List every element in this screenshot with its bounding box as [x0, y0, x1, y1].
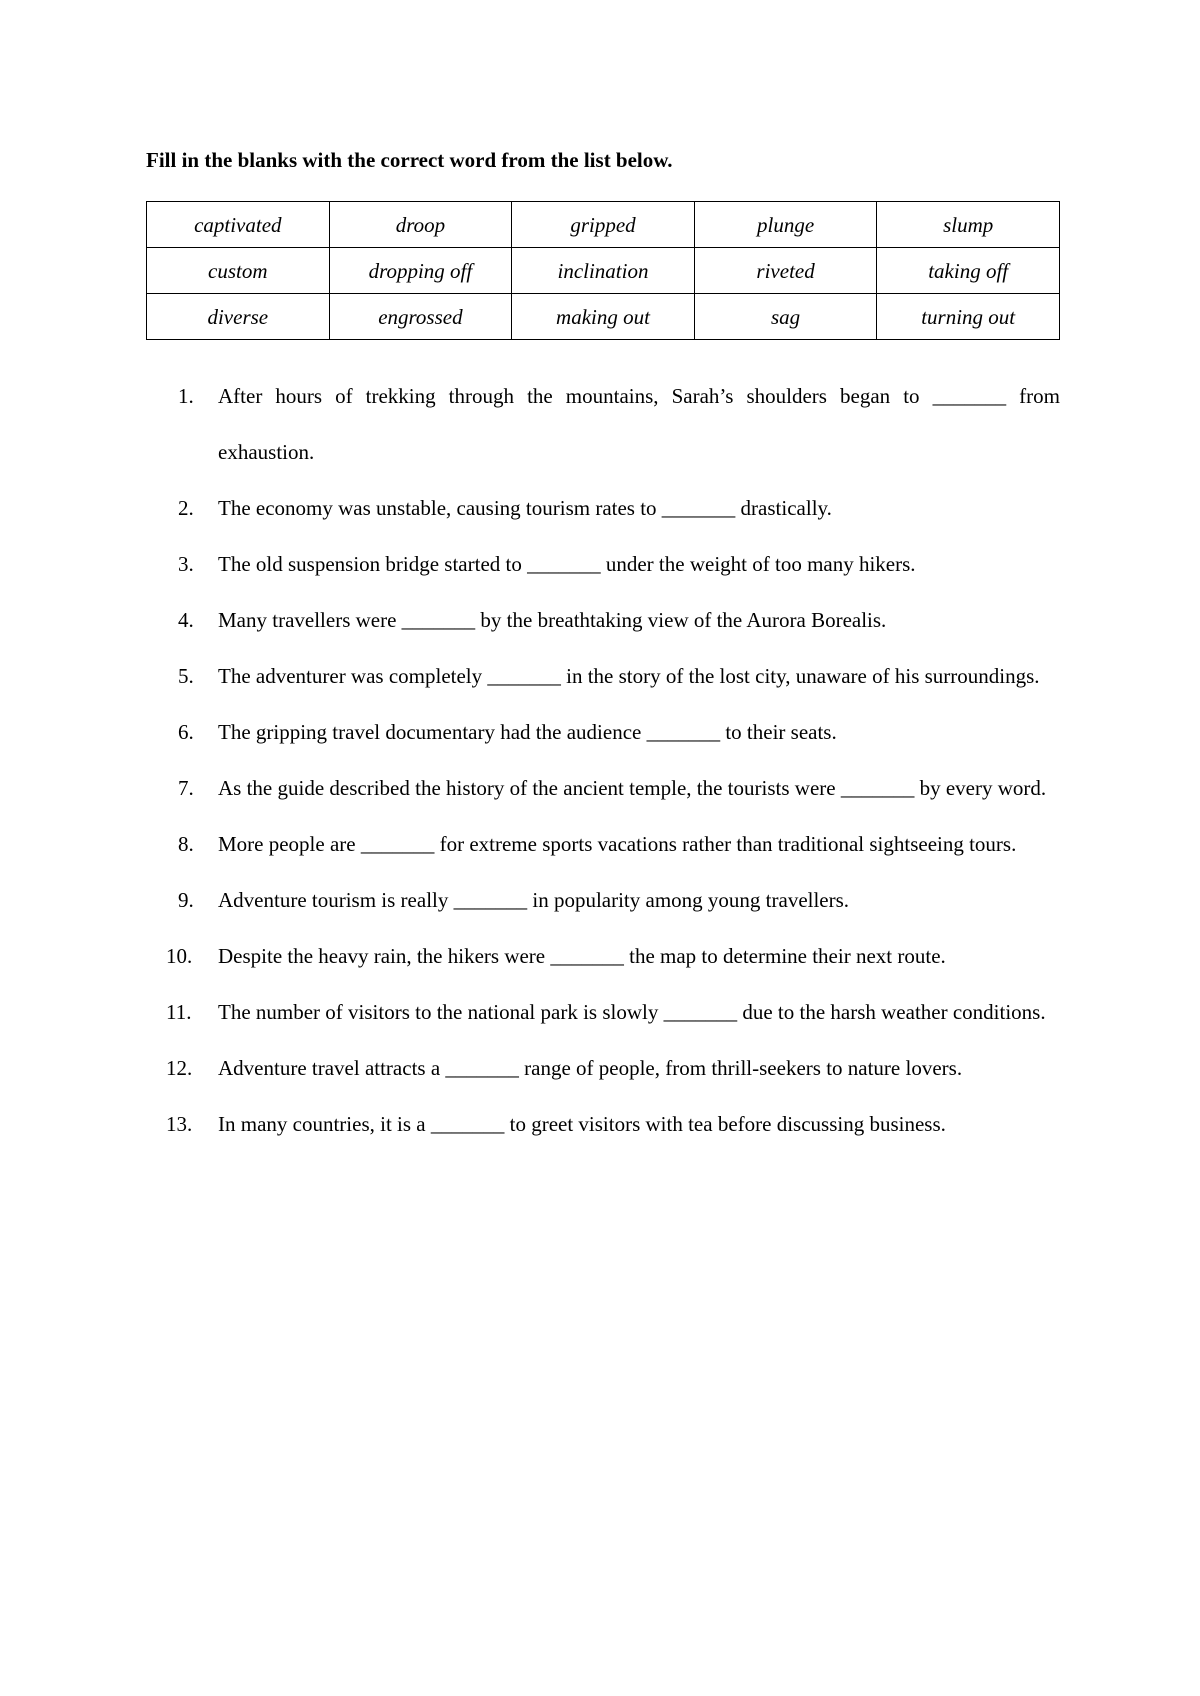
question-number: 7. — [178, 776, 194, 800]
word-bank-cell: riveted — [694, 248, 877, 294]
question-item — [146, 480, 1060, 536]
word-bank-cell: slump — [877, 202, 1060, 248]
word-bank-cell: turning out — [877, 294, 1060, 340]
word-bank-row — [147, 294, 1060, 340]
question-text: The economy was unstable, causing tourism rates to _______ drastically. — [218, 496, 832, 520]
question-number: 5. — [178, 664, 194, 688]
question-text: Despite the heavy rain, the hikers were _______ the map to determine their next route. — [218, 944, 946, 968]
question-list — [146, 368, 1060, 1152]
question-number: 1. — [178, 384, 194, 408]
instructions-heading: Fill in the blanks with the correct word from the list below. — [146, 148, 673, 172]
word-bank-cell: engrossed — [329, 294, 512, 340]
word-bank-cell: droop — [329, 202, 512, 248]
word-bank-row — [147, 202, 1060, 248]
question-item — [146, 536, 1060, 592]
question-number: 13. — [166, 1112, 193, 1136]
question-number: 12. — [166, 1056, 193, 1080]
word-bank-cell: making out — [512, 294, 695, 340]
question-text: More people are _______ for extreme sports vacations rather than traditional sightseeing tours. — [218, 832, 1017, 856]
question-item — [146, 872, 1060, 928]
question-text: The number of visitors to the national park is slowly _______ due to the harsh weather conditions. — [218, 1000, 1046, 1024]
question-text: Adventure travel attracts a _______ range of people, from thrill-seekers to nature lovers. — [218, 1056, 963, 1080]
question-item — [146, 368, 1060, 480]
word-bank-cell: dropping off — [329, 248, 512, 294]
question-item — [146, 984, 1060, 1040]
question-text: After hours of trekking through the mountains, Sarah’s shoulders began to _______ from exhaustion. — [218, 384, 1060, 464]
question-number: 6. — [178, 720, 194, 744]
question-number: 8. — [178, 832, 194, 856]
question-text: Many travellers were _______ by the breathtaking view of the Aurora Borealis. — [218, 608, 887, 632]
word-bank-cell: gripped — [512, 202, 695, 248]
word-bank-row — [147, 248, 1060, 294]
question-item — [146, 1096, 1060, 1152]
word-bank-table — [146, 201, 1060, 340]
question-item — [146, 760, 1060, 816]
question-number: 11. — [166, 1000, 192, 1024]
question-item — [146, 592, 1060, 648]
question-number: 3. — [178, 552, 194, 576]
question-item — [146, 1040, 1060, 1096]
word-bank-cell: captivated — [147, 202, 330, 248]
question-text: In many countries, it is a _______ to greet visitors with tea before discussing business. — [218, 1112, 946, 1136]
word-bank-cell: sag — [694, 294, 877, 340]
question-text: As the guide described the history of the ancient temple, the tourists were _______ by every word. — [218, 776, 1047, 800]
question-text: The old suspension bridge started to _______ under the weight of too many hikers. — [218, 552, 916, 576]
question-text: Adventure tourism is really _______ in popularity among young travellers. — [218, 888, 850, 912]
question-item — [146, 928, 1060, 984]
question-item — [146, 704, 1060, 760]
word-bank-cell: inclination — [512, 248, 695, 294]
question-number: 10. — [166, 944, 193, 968]
word-bank-cell: plunge — [694, 202, 877, 248]
word-bank-cell: custom — [147, 248, 330, 294]
question-item — [146, 648, 1060, 704]
question-number: 2. — [178, 496, 194, 520]
word-bank-cell: diverse — [147, 294, 330, 340]
question-number: 4. — [178, 608, 194, 632]
question-text: The adventurer was completely _______ in the story of the lost city, unaware of his surroundings. — [218, 664, 1040, 688]
question-text: The gripping travel documentary had the audience _______ to their seats. — [218, 720, 837, 744]
question-item — [146, 816, 1060, 872]
word-bank-cell: taking off — [877, 248, 1060, 294]
question-number: 9. — [178, 888, 194, 912]
